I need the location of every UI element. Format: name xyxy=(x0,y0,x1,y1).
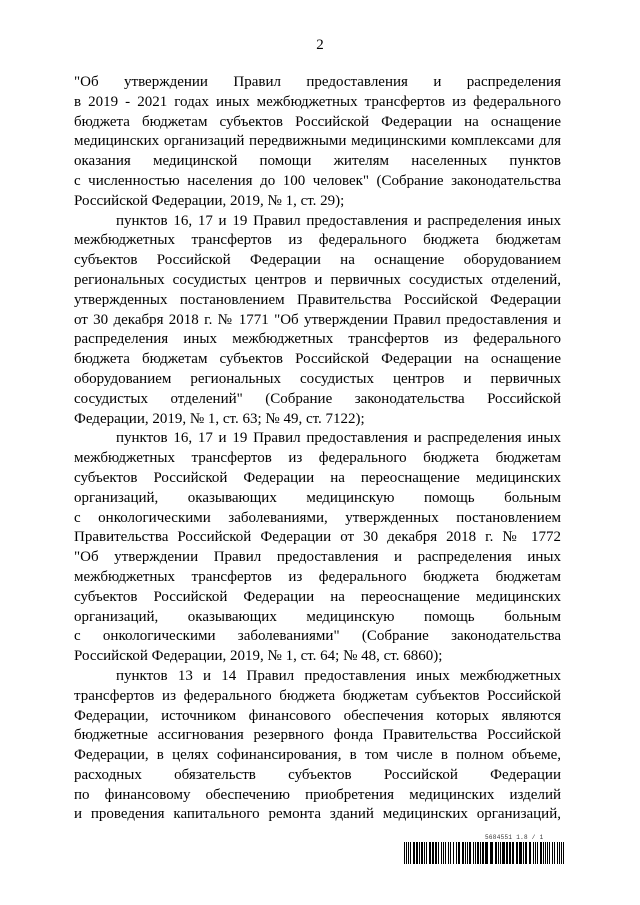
text-line: бюджета бюджетам субъектов Российской Федерации на оснащение xyxy=(74,113,561,130)
text-line: с онкологическими заболеваниями" (Собрание законодательства xyxy=(74,628,561,645)
text-line: Российской Федерации, 2019, № 1, ст. 64; № 48, ст. 6860); xyxy=(74,648,443,665)
text-line: Российской Федерации, 2019, № 1, ст. 29); xyxy=(74,192,345,209)
text-line: сосудистых отделений" (Собрание законодательства Российской xyxy=(74,390,561,407)
text-line: с онкологическими заболеваниями, утвержденных постановлением xyxy=(74,509,561,526)
text-line: по финансовому обеспечению приобретения медицинских изделий xyxy=(74,786,561,803)
text-line: распределения иных межбюджетных трансфертов из федерального xyxy=(74,331,561,348)
text-line: Федерации, 2019, № 1, ст. 63; № 49, ст. 7122); xyxy=(74,410,365,427)
paragraph-2 xyxy=(74,212,561,430)
text-line: оказания медицинской помощи жителям населенных пунктов xyxy=(74,153,561,170)
text-line: от 30 декабря 2018 г. № 1771 "Об утверждении Правил предоставления и xyxy=(74,311,561,328)
text-line: субъектов Российской Федерации на переоснащение медицинских xyxy=(74,588,561,605)
text-line: расходных обязательств субъектов Российской Федерации xyxy=(74,766,561,783)
text-line: медицинских организаций передвижными медицинскими комплексами для xyxy=(74,133,561,150)
text-line: пунктов 16, 17 и 19 Правил предоставления и распределения иных xyxy=(116,212,561,229)
text-line: региональных сосудистых центров и первичных сосудистых отделений, xyxy=(74,271,561,288)
text-line: субъектов Российской Федерации на переоснащение медицинских xyxy=(74,469,561,486)
text-line: в 2019 - 2021 годах иных межбюджетных трансфертов из федерального xyxy=(74,93,561,110)
text-line: "Об утверждении Правил предоставления и распределения xyxy=(74,74,561,90)
paragraph-3 xyxy=(74,429,561,667)
text-line: с численностью населения до 100 человек" (Собрание законодательства xyxy=(74,172,561,189)
text-line: пунктов 13 и 14 Правил предоставления иных межбюджетных xyxy=(116,667,561,684)
text-line: и проведения капитального ремонта зданий медицинских организаций, xyxy=(74,806,561,823)
page-number: 2 xyxy=(316,37,324,53)
text-line: субъектов Российской Федерации на оснащение оборудованием xyxy=(74,252,561,269)
text-line: межбюджетных трансфертов из федерального бюджета бюджетам xyxy=(74,450,561,467)
barcode-image xyxy=(404,842,564,864)
text-line: организаций, оказывающих медицинскую помощь больным xyxy=(74,489,561,506)
text-line: организаций, оказывающих медицинскую помощь больным xyxy=(74,608,561,625)
text-line: утвержденных постановлением Правительства Российской Федерации xyxy=(74,291,561,308)
text-line: "Об утверждении Правил предоставления и распределения иных xyxy=(74,549,561,566)
paragraph-4 xyxy=(74,667,561,825)
text-line: бюджетные ассигнования резервного фонда Правительства Российской xyxy=(74,727,561,744)
text-line: Федерации, в целях софинансирования, в том числе в полном объеме, xyxy=(74,747,561,764)
text-line: пунктов 16, 17 и 19 Правил предоставления и распределения иных xyxy=(116,430,561,447)
text-line: Федерации, источником финансового обеспечения которых являются xyxy=(74,707,561,724)
paragraph-1 xyxy=(74,73,561,212)
text-line: трансфертов из федерального бюджета бюджетам субъектов Российской xyxy=(74,687,561,704)
text-line: оборудованием региональных сосудистых центров и первичных xyxy=(74,370,561,387)
text-line: бюджета бюджетам субъектов Российской Федерации на оснащение xyxy=(74,351,561,368)
text-line: Правительства Российской Федерации от 30 декабря 2018 г. № 1772 xyxy=(74,529,561,546)
text-line: межбюджетных трансфертов из федерального бюджета бюджетам xyxy=(74,568,561,585)
text-line: межбюджетных трансфертов из федерального бюджета бюджетам xyxy=(74,232,561,249)
document-body xyxy=(74,73,561,825)
barcode-label: 5684551 1.8 / 1 xyxy=(485,834,544,841)
